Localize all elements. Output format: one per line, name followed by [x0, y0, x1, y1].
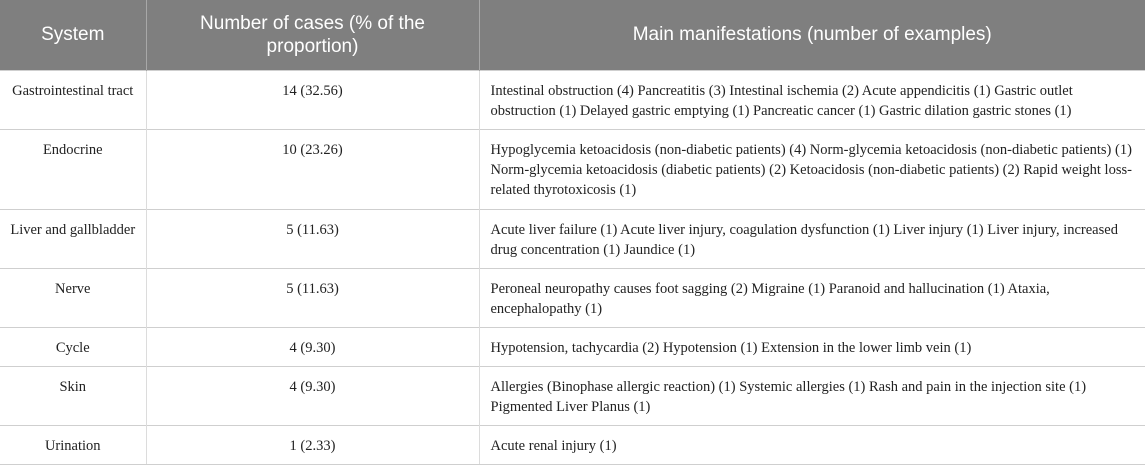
table-header	[0, 0, 1145, 70]
cell-system: Endocrine	[0, 129, 146, 209]
cell-cases: 10 (23.26)	[146, 129, 479, 209]
cell-system: Gastrointestinal tract	[0, 70, 146, 129]
cell-manifestations: Acute renal injury (1)	[479, 425, 1145, 464]
table-row	[0, 327, 1145, 366]
cell-system: Cycle	[0, 327, 146, 366]
cell-cases: 4 (9.30)	[146, 327, 479, 366]
table-row	[0, 425, 1145, 464]
header-row	[0, 0, 1145, 70]
header-cases: Number of cases (% of the proportion)	[146, 0, 479, 70]
cell-system: Skin	[0, 366, 146, 425]
cell-manifestations: Intestinal obstruction (4) Pancreatitis (3) Intestinal ischemia (2) Acute appendicitis (1) Gastric outlet obstruction (1) Delayed gastric emptying (1) Pancreatic cancer (1) Gastric dilation gastric stones (1)	[479, 70, 1145, 129]
cell-system: Nerve	[0, 268, 146, 327]
table-row	[0, 268, 1145, 327]
cell-cases: 1 (2.33)	[146, 425, 479, 464]
cell-manifestations: Allergies (Binophase allergic reaction) (1) Systemic allergies (1) Rash and pain in the injection site (1) Pigmented Liver Planus (1)	[479, 366, 1145, 425]
table-row	[0, 366, 1145, 425]
cell-manifestations: Peroneal neuropathy causes foot sagging (2) Migraine (1) Paranoid and hallucination (1) Ataxia, encephalopathy (1)	[479, 268, 1145, 327]
cell-manifestations: Acute liver failure (1) Acute liver injury, coagulation dysfunction (1) Liver injury (1) Liver injury, increased drug concentration (1) Jaundice (1)	[479, 209, 1145, 268]
table-row	[0, 129, 1145, 209]
cell-cases: 4 (9.30)	[146, 366, 479, 425]
cell-system: Liver and gallbladder	[0, 209, 146, 268]
header-manifestations: Main manifestations (number of examples)	[479, 0, 1145, 70]
cell-cases: 5 (11.63)	[146, 209, 479, 268]
cell-system: Urination	[0, 425, 146, 464]
cell-cases: 5 (11.63)	[146, 268, 479, 327]
cell-cases: 14 (32.56)	[146, 70, 479, 129]
table-row	[0, 209, 1145, 268]
table-body	[0, 70, 1145, 464]
cell-manifestations: Hypotension, tachycardia (2) Hypotension (1) Extension in the lower limb vein (1)	[479, 327, 1145, 366]
table-row	[0, 70, 1145, 129]
cell-manifestations: Hypoglycemia ketoacidosis (non-diabetic patients) (4) Norm-glycemia ketoacidosis (non-diabetic patients) (1) Norm-glycemia ketoacidosis (diabetic patients) (2) Ketoacidosis (non-diabetic patients) (2) Rapid weight loss-related thyrotoxicosis (1)	[479, 129, 1145, 209]
header-system: System	[0, 0, 146, 70]
